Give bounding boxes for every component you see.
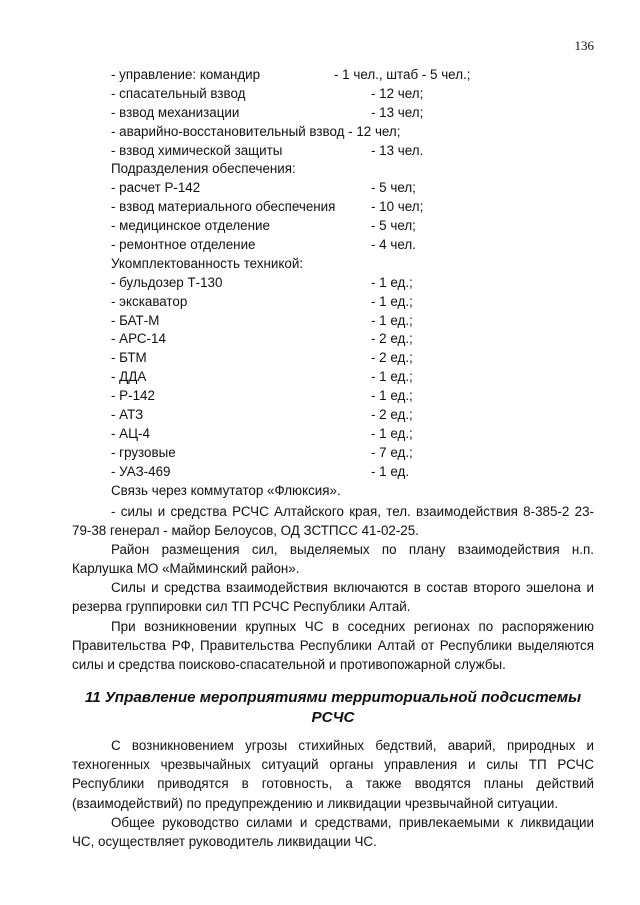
list-item-label: - спасательный взвод: [111, 85, 246, 101]
list-item-label: - грузовые: [111, 444, 176, 460]
list-item-value: - 1 ед.;: [371, 312, 413, 328]
list-item-label: - бульдозер Т-130: [111, 274, 223, 290]
list-item: [111, 104, 591, 123]
list-item-value: - 1 ед.;: [371, 388, 413, 404]
list-item: [111, 236, 591, 255]
list-item-value: - 1 ед.: [371, 463, 410, 479]
list-item-value: - 1 чел., штаб - 5 чел.;: [334, 67, 471, 82]
list-item: [111, 255, 591, 274]
page-number: 136: [574, 38, 594, 53]
paragraph-second-echelon: Силы и средства взаимодействия включаются в состав второго эшелона и резерва группировки сил ТП РСЧС Республики Алтай.: [72, 580, 594, 615]
list-item-label: - АЦ-4: [111, 425, 150, 441]
list-item-value: - 1 ед.;: [371, 293, 413, 309]
list-item-label: - управление: командир: [111, 67, 261, 82]
paragraph-neighbor-regions: При возникновении крупных ЧС в соседних регионах по распоряжению Правительства РФ, Правительства Республики Алтай от Республики выделяются силы и средства поисково-спасательной и противопожарной службы.: [72, 619, 594, 673]
list-item-label: - медицинское отделение: [111, 218, 270, 234]
list-item: [111, 198, 591, 217]
list-item-label: - ДДА: [111, 369, 147, 385]
list-item-label: Связь через коммутатор «Флюксия».: [111, 482, 341, 498]
list-item-label: - БТМ: [111, 350, 147, 366]
list-item-label: - БАТ-М: [111, 312, 160, 328]
list-item-value: - 1 ед.;: [371, 425, 413, 441]
list-item: [111, 368, 591, 387]
list-item: [111, 160, 591, 179]
section-heading: 11 Управление мероприятиями территориальной подсистемы РСЧС: [84, 689, 582, 726]
list-item: [111, 444, 591, 463]
list-item-value: - 5 чел;: [371, 180, 416, 196]
list-item-label: - взвод материального обеспечения: [111, 199, 336, 215]
list-item-value: - 13 чел;: [371, 104, 424, 120]
list-item-value: - 5 чел;: [371, 218, 416, 234]
paragraph-forces-altai-krai: - силы и средства РСЧС Алтайского края, тел. взаимодействия 8-385-2 23-79-38 генерал - майор Белоусов, ОД ЗСТПСС 41-02-25.: [72, 504, 594, 539]
list-item: [111, 425, 591, 444]
list-item: [111, 293, 591, 312]
list-item-label: - ремонтное отделение: [111, 237, 256, 253]
paragraph-leadership: Общее руководство силами и средствами, привлекаемыми к ликвидации ЧС, осуществляет руководитель ликвидации ЧС.: [72, 815, 594, 850]
list-item-value: - 13 чел.: [371, 142, 424, 158]
list-item: [111, 179, 591, 198]
list-item-label: - Р-142: [111, 388, 155, 404]
list-item-label: - взвод химической защиты: [111, 142, 283, 158]
paragraph-deployment-area: Район размещения сил, выделяемых по плану взаимодействия н.п. Карлушка МО «Майминский район».: [72, 542, 594, 577]
list-item: [111, 66, 591, 85]
list-item: [111, 463, 591, 482]
list-item: [111, 387, 591, 406]
list-item-value: - 7 ед.;: [371, 444, 413, 460]
list-item: [111, 330, 591, 349]
list-item-value: - 1 ед.;: [371, 369, 413, 385]
list-item-value: - 4 чел.: [371, 237, 416, 253]
list-item: [111, 123, 591, 142]
list-item-value: - 1 ед.;: [371, 274, 413, 290]
list-item-label: Подразделения обеспечения:: [111, 161, 296, 177]
list-item-value: - 2 ед.;: [371, 407, 413, 423]
list-item-value: - 12 чел;: [371, 85, 424, 101]
list-item-label: - АРС-14: [111, 331, 166, 347]
list-item: [111, 217, 591, 236]
list-item-label: - аварийно-восстановительный взвод - 12 чел;: [111, 123, 401, 139]
resource-list: [111, 66, 591, 500]
list-item-value: - 10 чел;: [371, 199, 424, 215]
list-item-value: - 2 ед.;: [371, 331, 413, 347]
list-item: [111, 142, 591, 161]
list-item: [111, 274, 591, 293]
list-item-label: Укомплектованность техникой:: [111, 255, 304, 271]
list-item: [111, 349, 591, 368]
list-item: [111, 482, 591, 501]
list-item-value: - 2 ед.;: [371, 350, 413, 366]
list-item-label: - взвод механизации: [111, 104, 240, 120]
list-item-label: - УАЗ-469: [111, 463, 171, 479]
list-item: [111, 312, 591, 331]
list-item-label: - АТЗ: [111, 407, 144, 423]
paragraph-readiness: С возникновением угрозы стихийных бедствий, аварий, природных и техногенных чрезвычайных ситуаций органы управления и силы ТП РСЧС Республики приводятся в готовность, а также вводятся планы действий (взаимодействий) по предупреждению и ликвидации чрезвычайной ситуации.: [72, 738, 594, 811]
list-item: [111, 406, 591, 425]
list-item: [111, 85, 591, 104]
list-item-label: - расчет Р-142: [111, 180, 201, 196]
list-item-label: - экскаватор: [111, 293, 188, 309]
